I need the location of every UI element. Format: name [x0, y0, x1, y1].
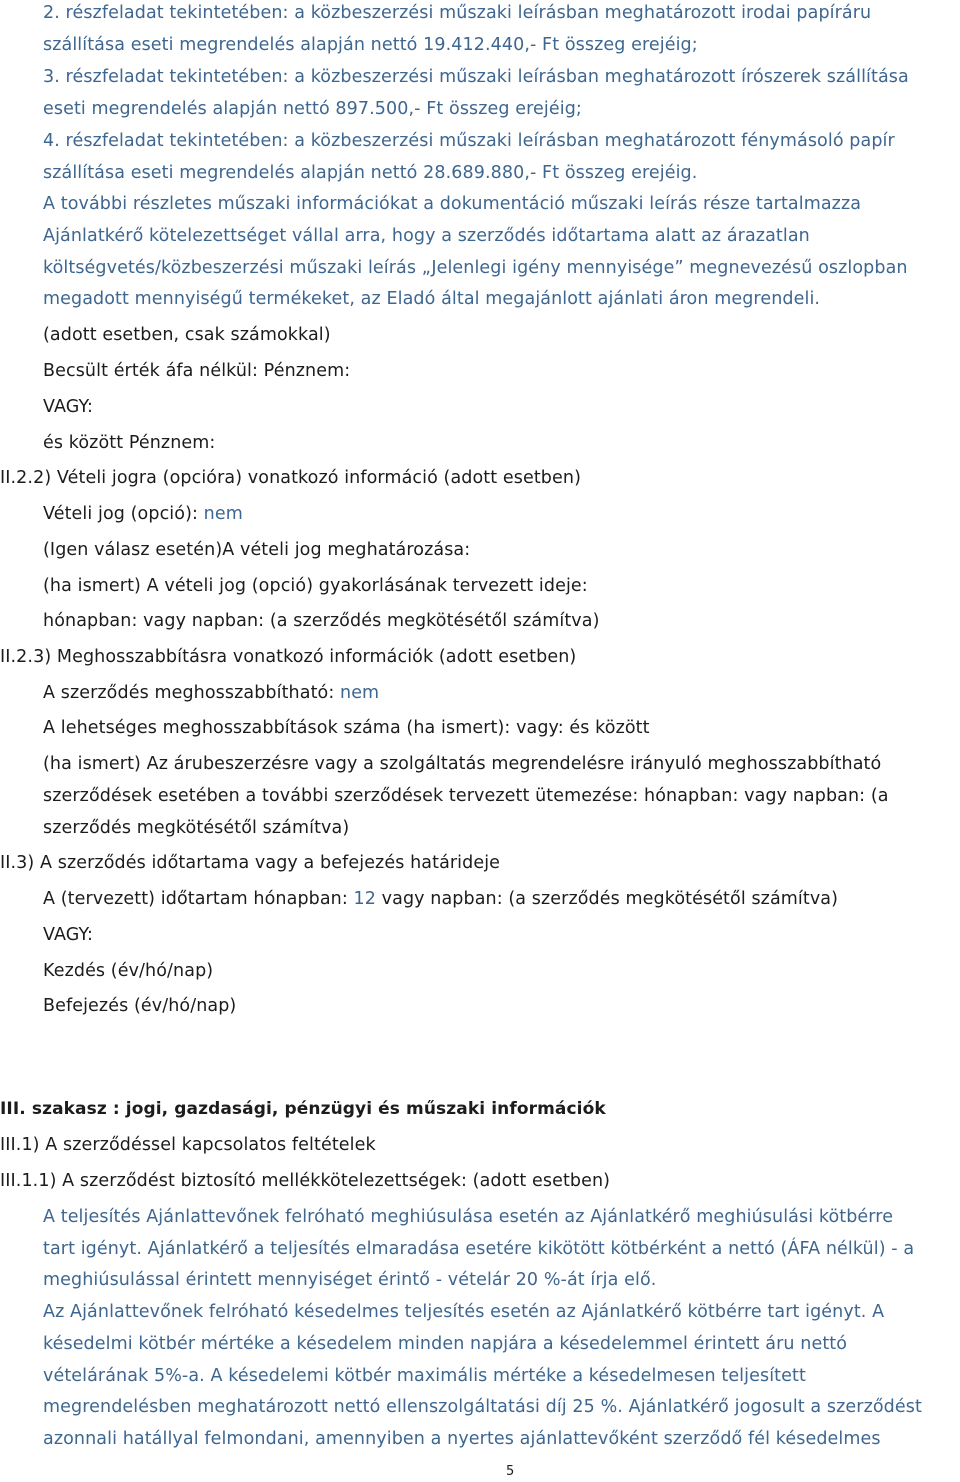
text-line: megadott mennyiségű termékeket, az Eladó által megajánlott ajánlati áron megrendeli. — [43, 289, 821, 309]
duration-planned-suffix: vagy napban: (a szerződés megkötésétől számítva) — [376, 889, 839, 909]
extendable-line — [43, 682, 379, 704]
duration-planned-line — [43, 888, 838, 910]
extension-schedule-line: szerződések esetében a további szerződések tervezett ütemezése: hónapban: vagy napban: (a — [43, 786, 889, 806]
estimate-numbers-only: (adott esetben, csak számokkal) — [43, 325, 331, 345]
text-line: szállítása eseti megrendelés alapján nettó 19.412.440,- Ft összeg erejéig; — [43, 35, 698, 55]
option-label: Vételi jog (opció): — [43, 504, 204, 524]
duration-or: VAGY: — [43, 925, 93, 945]
text-line: eseti megrendelés alapján nettó 897.500,- Ft összeg erejéig; — [43, 99, 582, 119]
extension-heading: II.2.3) Meghosszabbításra vonatkozó információk (adott esetben) — [0, 647, 577, 667]
option-value: nem — [203, 504, 243, 524]
text-line: költségvetés/közbeszerzési műszaki leírás „Jelenlegi igény mennyisége” megnevezésű oszlopban — [43, 258, 908, 278]
option-definition: (Igen válasz esetén)A vételi jog meghatározása: — [43, 540, 471, 560]
section3-body-line: vételárának 5%-a. A késedelemi kötbér maximális mértéke a késedelmesen teljesített — [43, 1366, 806, 1386]
extension-count: A lehetséges meghosszabbítások száma (ha ismert): vagy: és között — [43, 718, 650, 738]
section3-title: III. szakasz : jogi, gazdasági, pénzügyi és műszaki információk — [0, 1099, 606, 1119]
text-line: A további részletes műszaki információkat a dokumentáció műszaki leírás része tartalmazza — [43, 194, 862, 214]
duration-planned-months: 12 — [353, 889, 376, 909]
section3-body-line: megrendelésben meghatározott nettó ellenszolgáltatási díj 25 %. Ajánlatkérő jogosult a szerződést — [43, 1397, 922, 1417]
section3-body-line: tart igényt. Ajánlatkérő a teljesítés elmaradása esetére kikötött kötbérként a nettó (ÁFA nélkül) - a — [43, 1239, 915, 1259]
extendable-value: nem — [340, 683, 380, 703]
option-months-days: hónapban: vagy napban: (a szerződés megkötésétől számítva) — [43, 611, 600, 631]
duration-planned-prefix: A (tervezett) időtartam hónapban: — [43, 889, 354, 909]
section3-sub1: III.1) A szerződéssel kapcsolatos feltételek — [0, 1135, 376, 1155]
text-line: 4. részfeladat tekintetében: a közbeszerzési műszaki leírásban meghatározott fénymásoló papír — [43, 131, 895, 151]
duration-end: Befejezés (év/hó/nap) — [43, 996, 237, 1016]
text-line: 3. részfeladat tekintetében: a közbeszerzési műszaki leírásban meghatározott írószerek szállítása — [43, 67, 909, 87]
section3-body-line: azonnali hatállyal felmondani, amennyiben a nyertes ajánlattevőként szerződő fél késedelmes — [43, 1429, 881, 1449]
option-heading: II.2.2) Vételi jogra (opcióra) vonatkozó információ (adott esetben) — [0, 468, 582, 488]
option-line — [43, 503, 243, 525]
extendable-label: A szerződés meghosszabbítható: — [43, 683, 340, 703]
estimate-value-line: Becsült érték áfa nélkül: Pénznem: — [43, 361, 351, 381]
section3-body-line: Az Ajánlattevőnek felróható késedelmes teljesítés esetén az Ajánlatkérő kötbérre tart igényt. A — [43, 1302, 885, 1322]
text-line: szállítása eseti megrendelés alapján nettó 28.689.880,- Ft összeg erejéig. — [43, 163, 698, 183]
section3-body-line: A teljesítés Ajánlattevőnek felróható meghiúsulása esetén az Ajánlatkérő meghiúsulási kötbérre — [43, 1207, 894, 1227]
section3-sub11: III.1.1) A szerződést biztosító mellékkötelezettségek: (adott esetben) — [0, 1171, 611, 1191]
estimate-between: és között Pénznem: — [43, 433, 216, 453]
extension-schedule-line: (ha ismert) Az árubeszerzésre vagy a szolgáltatás megrendelésre irányuló meghosszabbítható — [43, 754, 882, 774]
text-line: 2. részfeladat tekintetében: a közbeszerzési műszaki leírásban meghatározott irodai papíráru — [43, 3, 872, 23]
page-number: 5 — [506, 1464, 515, 1479]
section3-body-line: meghiúsulással érintett mennyiséget érintő - vételár 20 %-át írja elő. — [43, 1270, 657, 1290]
section3-body-line: késedelmi kötbér mértéke a késedelem minden napjára a késedelemmel érintett áru nettó — [43, 1334, 848, 1354]
extension-schedule-line: szerződés megkötésétől számítva) — [43, 818, 350, 838]
option-planned-time: (ha ismert) A vételi jog (opció) gyakorlásának tervezett ideje: — [43, 576, 588, 596]
estimate-or: VAGY: — [43, 397, 93, 417]
duration-start: Kezdés (év/hó/nap) — [43, 961, 214, 981]
duration-heading: II.3) A szerződés időtartama vagy a befejezés határideje — [0, 853, 501, 873]
text-line: Ajánlatkérő kötelezettséget vállal arra, hogy a szerződés időtartama alatt az árazatlan — [43, 226, 810, 246]
